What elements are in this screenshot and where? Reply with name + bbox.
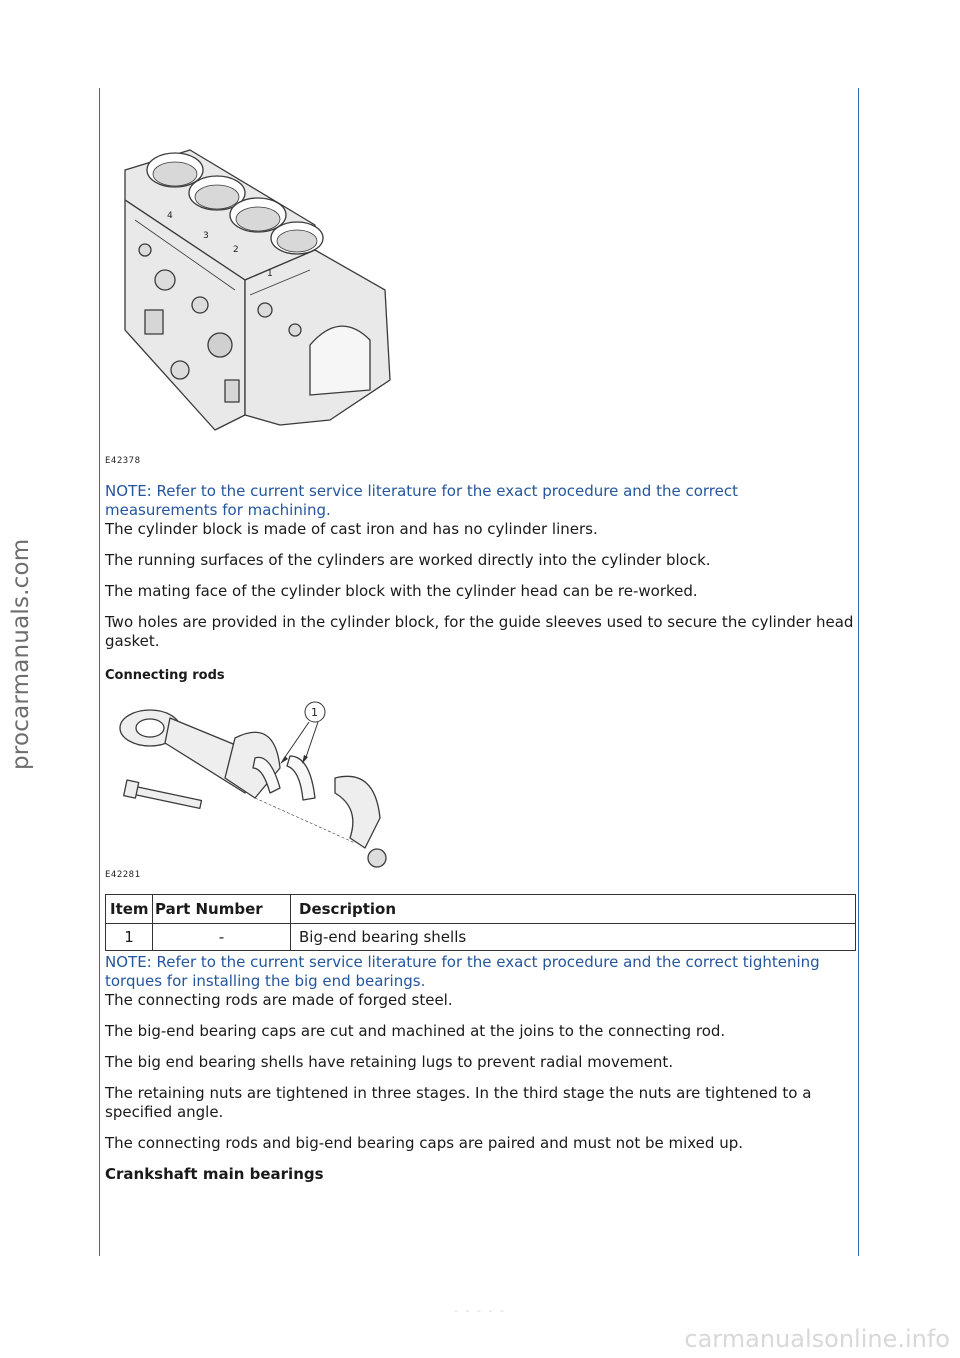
paragraph: The big end bearing shells have retaining lugs to prevent radial movement. bbox=[105, 1053, 674, 1071]
parts-table bbox=[105, 894, 856, 951]
note-machining: NOTE: Refer to the current service literature for the exact procedure and the correct measurements for machining. bbox=[105, 482, 739, 519]
table-header-row bbox=[106, 895, 856, 924]
page-content bbox=[105, 130, 855, 1184]
left-margin-rule bbox=[99, 88, 100, 1256]
svg-text:4: 4 bbox=[167, 211, 173, 221]
svg-text:2: 2 bbox=[233, 245, 239, 255]
section-heading: Connecting rods bbox=[105, 668, 225, 683]
paragraph: The connecting rods and big-end bearing caps are paired and must not be mixed up. bbox=[105, 1134, 743, 1152]
cell-part-number: - bbox=[153, 924, 291, 951]
callout-number: 1 bbox=[311, 706, 318, 719]
section-heading: Crankshaft main bearings bbox=[105, 1165, 324, 1183]
cell-item: 1 bbox=[106, 924, 153, 951]
paragraph: The big-end bearing caps are cut and machined at the joins to the connecting rod. bbox=[105, 1022, 726, 1040]
paragraph: The retaining nuts are tightened in three stages. In the third stage the nuts are tightened to a specified angle. bbox=[105, 1084, 812, 1121]
cylinder-block-illustration bbox=[105, 130, 405, 456]
table-row bbox=[106, 924, 856, 951]
bottom-watermark: carmanualsonline.info bbox=[684, 1325, 950, 1353]
note-torques: NOTE: Refer to the current service literature for the exact procedure and the correct tightening torques for installing the big end bearings. bbox=[105, 953, 820, 990]
figure-label: E42378 bbox=[105, 456, 141, 466]
column-header-part-number: Part Number bbox=[153, 895, 291, 924]
cell-description: Big-end bearing shells bbox=[291, 924, 856, 951]
paragraph: The mating face of the cylinder block with the cylinder head can be re-worked. bbox=[105, 582, 698, 600]
right-margin-rule bbox=[858, 88, 859, 1256]
paragraph: The connecting rods are made of forged steel. bbox=[105, 991, 453, 1009]
figure-cylinder-block bbox=[105, 130, 855, 466]
svg-text:1: 1 bbox=[267, 269, 273, 279]
svg-text:3: 3 bbox=[203, 231, 209, 241]
column-header-description: Description bbox=[291, 895, 856, 924]
paragraph: Two holes are provided in the cylinder block, for the guide sleeves used to secure the cylinder head gasket. bbox=[105, 613, 854, 650]
page-number: - - - - - bbox=[454, 1304, 506, 1317]
column-header-item: Item bbox=[106, 895, 153, 924]
connecting-rod-illustration bbox=[105, 698, 405, 870]
paragraph: The running surfaces of the cylinders are worked directly into the cylinder block. bbox=[105, 551, 711, 569]
figure-label: E42281 bbox=[105, 870, 141, 880]
paragraph: The cylinder block is made of cast iron and has no cylinder liners. bbox=[105, 520, 598, 538]
side-watermark: procarmanuals.com bbox=[8, 538, 34, 770]
figure-connecting-rod bbox=[105, 698, 855, 880]
